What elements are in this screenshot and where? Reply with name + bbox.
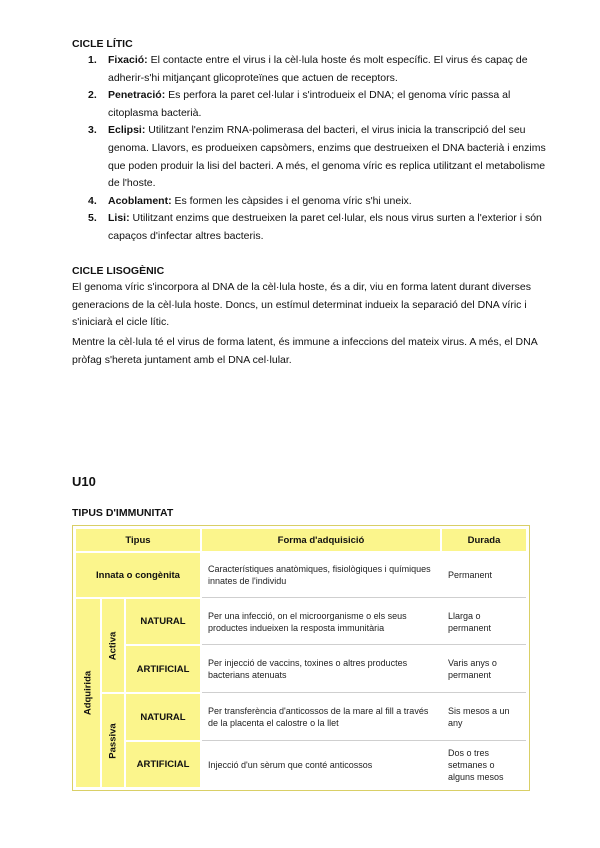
step-term: Penetració: <box>108 89 166 102</box>
list-item <box>88 210 548 245</box>
innate-label: Innata o congènita <box>76 553 200 597</box>
passive-artificial-durada: Dos o tres setmanes o alguns mesos <box>448 747 504 782</box>
passive-artificial-label: ARTIFICIAL <box>126 742 200 787</box>
passive-natural-label: NATURAL <box>126 694 200 740</box>
active-label: Activa <box>107 631 119 660</box>
lysogenic-paragraph-1: El genoma víric s'incorpora al DNA de la cèl·lula hoste, és a dir, viu en forma latent durant diverses generacions de la cèl·lula hoste. Doncs, un estímul determinat indueix la separació del DNA víric i s'iniciarà el cicle lític. <box>72 281 531 329</box>
step-term: Fixació: <box>108 54 148 66</box>
list-item <box>88 52 548 87</box>
step-number: 1. <box>88 54 97 66</box>
active-artificial-forma: Per injecció de vaccins, toxines o altres productes bacterians atenuats <box>208 658 408 680</box>
step-text: Utilitzant l'enzim RNA-polimerasa del bacteri, el virus inicia la transcripció del seu genoma. Llavors, es produeixen capsòmers, enzims que destrueixen el DNA bacterià i enzims que poden produir la lisi del bacteri. A més, el genoma víric es replica utilitzant el metabolisme de l'hoste. <box>108 124 546 190</box>
active-natural-label: NATURAL <box>126 599 200 644</box>
row-divider <box>202 644 526 645</box>
step-text: El contacte entre el virus i la cèl·lula hoste és molt específic. El virus és capaç de adherir-s'hi mitjançant glicoproteïnes que actuen de receptors. <box>108 54 528 84</box>
active-natural-forma: Per una infecció, on el microorganisme o els seus productes indueixen la resposta immunitària <box>208 610 407 633</box>
lysogenic-paragraph-2: Mentre la cèl·lula té el virus de forma latent, és immune a infeccions del mateix virus. A més, el DNA pròfag s'hereta juntament amb el DNA cel·lular. <box>72 336 538 366</box>
lytic-steps-list <box>88 52 548 246</box>
active-cell <box>102 599 124 692</box>
lytic-cycle-title: CICLE LÍTIC <box>72 38 133 50</box>
header-durada: Durada <box>442 529 526 551</box>
lysogenic-cycle-title: CICLE LISOGÈNIC <box>72 265 165 277</box>
active-artificial-label: ARTIFICIAL <box>126 646 200 692</box>
header-tipus: Tipus <box>76 529 200 551</box>
immunity-table <box>72 525 530 791</box>
innate-durada: Permanent <box>448 570 493 580</box>
acquired-cell <box>76 599 100 787</box>
row-divider <box>202 740 526 741</box>
step-number: 2. <box>88 89 97 102</box>
passive-label: Passiva <box>107 722 119 759</box>
step-text: Es formen les càpsides i el genoma víric s'hi uneix. <box>171 194 412 207</box>
innate-forma: Característiques anatòmiques, fisiològiques i químiques innates de l'individu <box>208 564 431 586</box>
row-divider <box>202 692 526 693</box>
list-item <box>88 122 548 192</box>
passive-artificial-forma: Injecció d'un sèrum que conté anticossos <box>208 759 373 770</box>
step-number: 3. <box>88 124 97 137</box>
step-term: Lisi: <box>108 212 130 225</box>
step-term: Eclipsi: <box>108 124 146 137</box>
passive-cell <box>102 694 124 787</box>
immunity-title: TIPUS D'IMMUNITAT <box>72 507 174 519</box>
step-number: 5. <box>88 212 97 225</box>
list-item <box>88 87 548 122</box>
step-text: Utilitzant enzims que destrueixen la paret cel·lular, els nous virus surten a l'exterior i són capaços d'infectar altres bacteris. <box>108 212 542 242</box>
passive-natural-forma: Per transferència d'anticossos de la mare al fill a través de la placenta el calostre o la llet <box>208 706 429 728</box>
passive-natural-durada: Sis mesos a un any <box>448 706 510 728</box>
header-forma: Forma d'adquisició <box>202 529 440 551</box>
active-artificial-durada: Varis anys o permanent <box>448 658 497 680</box>
active-natural-durada: Llarga o permanent <box>448 610 492 633</box>
unit-heading: U10 <box>72 474 96 489</box>
step-term: Acoblament: <box>108 194 172 207</box>
list-item <box>88 193 548 211</box>
step-number: 4. <box>88 194 97 207</box>
step-text: Es perfora la paret cel·lular i s'introdueix el DNA; el genoma víric passa al citoplasma bacterià. <box>108 89 511 119</box>
row-divider <box>202 597 526 598</box>
acquired-label: Adquirida <box>82 670 94 716</box>
